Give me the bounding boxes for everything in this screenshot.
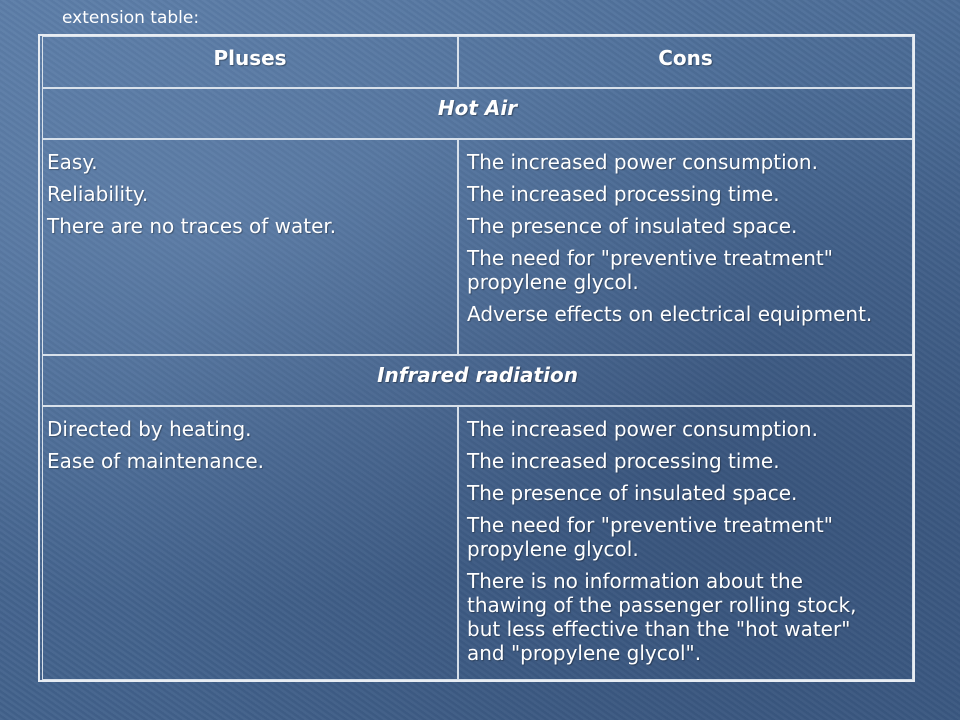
list-item: The increased processing time. <box>467 182 780 206</box>
list-item: Directed by heating. <box>47 417 252 441</box>
hot-air-cons-cell <box>458 139 913 355</box>
infrared-cons-cell <box>458 406 913 680</box>
section-title-infrared: Infrared radiation <box>42 355 913 406</box>
list-item: Ease of maintenance. <box>47 449 264 473</box>
section-title-hot-air: Hot Air <box>42 88 913 139</box>
list-item: Easy. <box>47 150 98 174</box>
comparison-table <box>38 34 915 682</box>
list-item: The increased processing time. <box>467 449 780 473</box>
header-cons: Cons <box>458 36 913 88</box>
list-item: There are no traces of water. <box>47 214 337 238</box>
list-item: Reliability. <box>47 182 149 206</box>
list-item: The increased power consumption. <box>467 417 818 441</box>
list-item: Adverse effects on electrical equipment. <box>467 302 873 326</box>
list-item: The need for "preventive treatment" propylene glycol. <box>467 246 833 294</box>
list-item: The increased power consumption. <box>467 150 818 174</box>
header-pluses: Pluses <box>42 36 458 88</box>
list-item: There is no information about the thawing of the passenger rolling stock, but less effective than the "hot water" and "propylene glycol". <box>467 569 857 665</box>
list-item: The need for "preventive treatment" propylene glycol. <box>467 513 833 561</box>
list-item: The presence of insulated space. <box>467 481 798 505</box>
slide-title: extension table: <box>62 8 200 28</box>
hot-air-pluses-cell <box>42 139 458 355</box>
list-item: The presence of insulated space. <box>467 214 798 238</box>
infrared-pluses-cell <box>42 406 458 680</box>
